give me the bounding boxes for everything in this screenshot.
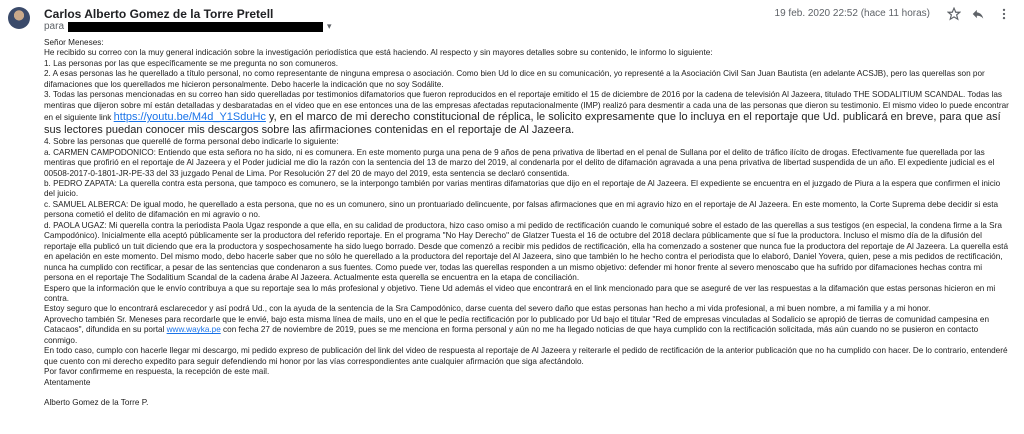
point-1: 1. Las personas por las que específicamente se me pregunta no son comuneros. xyxy=(44,58,339,68)
more-vert-icon[interactable] xyxy=(994,4,1014,24)
closing: Atentamente xyxy=(44,377,91,387)
email-body xyxy=(44,38,1012,409)
point-c: c. SAMUEL ALBERCA: De igual modo, he querellado a esta persona, que no es un comunero, sino un prontuariado delincuente, por falsas afirmaciones que en mi agravio hizo en el reportaje de Al Jazeera. En este momento, la Corte Suprema debe decidir si esta persona cometió el delito de difamación en mi agravio o no. xyxy=(44,199,999,220)
reply-icon[interactable] xyxy=(968,4,988,24)
greeting: Señor Meneses: xyxy=(44,38,104,47)
to-prefix: para xyxy=(44,21,65,32)
recipient-line xyxy=(44,21,332,32)
reminder-text: Aprovecho también Sr. Meneses para recordarle que le envié, bajo esta misma línea de mails, uno en el que le pedía rectificación por lo publicado por Ud bajo el titular "Red de empresas vinculadas al Sodalicio se apropió de tierras de comunidad campesina en Catacaos", difundida en su portal xyxy=(44,314,990,335)
point-a: a. CARMEN CAMPODONICO: Entiendo que esta señora no ha sido, ni es comunera. En este momento purga una pena de 9 años de pena privativa de libertad en el penal de Sullana por el delito de tráfico ilícito de drogas. Efectivamente fue querellada por las mentiras que profirió en el reportaje de Al Jazeera y el Poder judicial me dio la razón con la sentencia del 13 de marzo del 2019, al condenarla por el delito de difamación agravada a una pena privativa de libertad suspendida de un año. El expediente judicial es el 00508-2017-0-1801-JR-PE-33 del 33 juzgado Penal de Lima. Por Resolución 27 del 20 de mayo del 2019, esta sentencia se declaró consentida. xyxy=(44,147,995,178)
point-3-request: y, en el marco de mi derecho constitucional de réplica, le solicito expresamente que lo incluya en el reportaje que Ud. publicará en breve, para que así sus lectores puedan conocer mis descargos sobre las afirmaciones contenidas en el reportaje de Al Jazeera. xyxy=(44,111,1001,137)
sender-avatar[interactable] xyxy=(8,7,30,29)
intro-paragraph: He recibido su correo con la muy general indicación sobre la investigación periodística que está haciendo. Al respecto y sin mayores detalles sobre su contenido, le informo lo siguiente: xyxy=(44,48,713,58)
wayka-link[interactable]: www.wayka.pe xyxy=(166,325,221,335)
details-caret-icon[interactable]: ▾ xyxy=(327,21,332,31)
paragraph-hope: Espero que la información que le envío contribuya a que su reportaje sea lo más profesional y objetivo. Tiene Ud además el video que encontrará en el link mencionado para que se aseguré de ver las respuestas a la difamación que estas personas hicieron en mi contra. xyxy=(44,283,996,303)
point-4: 4. Sobre las personas que querellé de forma personal debo indicarle lo siguiente: xyxy=(44,137,339,147)
star-icon[interactable] xyxy=(944,4,964,24)
point-d: d. PAOLA UGAZ: Mi querella contra la periodista Paola Ugaz responde a que ella, en su calidad de productora, hizo caso omiso a mi pedido de rectificación cuando le comuniqué sobre el estado de las querellas a sus testigos (en especial, la condena firme a la Sra Campodónico). Inicialmente ella aceptó públicamente ser la productora del referido reportaje. En el programa "No Hay Derecho" de Glatzer Tuesta el 16 de octubre del 2018 declara públicamente que sí fue la productora. Incluso el mismo día de la difusión del reportaje ella publicó un tuit diciendo que era la productora y sospechosamente ha sido luego borrado. Desde que comenzó a recibir mis pedidos de rectificación, ella ha comenzado a sostener que nunca fue la productora del reportaje de Al Jazeera. La querella está en apelación en este momento. Del mismo modo, debo hacerle saber que no sólo he querellado a la productora del reportaje del Al Jazeera, sino que también lo he hecho contra el periodista que lo elaboró, Daniel Yovera, quien, pese a mis pedidos de rectificación, nunca ha cumplido con rectificar, a pesar de las sentencias que condenaron a sus fuentes. Como puede ver, todas las querellas responden a un mismo objetivo: defender mi honor frente al severo menoscabo que ha sufrido por difamaciones hechas contra mi persona en el reportaje The Sodalitium Scandal de la cadena árabe Al Jazeera. Actualmente esta querella se encuentra en la etapa de conciliación. xyxy=(44,220,1008,283)
point-3 xyxy=(44,90,1012,137)
paragraph-confirm: Por favor confirmeme en respuesta, la recepción de este mail. xyxy=(44,367,270,377)
email-date: 19 feb. 2020 22:52 (hace 11 horas) xyxy=(774,8,930,19)
sender-name[interactable]: Carlos Alberto Gomez de la Torre Pretell xyxy=(44,7,274,21)
point-2: 2. A esas personas las he querellado a título personal, no como representante de ninguna empresa o asociación. Como bien Ud lo dice en su comunicación, yo representé a la Asociación Civil San Juan Bautista (en adelante ACSJB), pero las querellas son por difamaciones que los querellados me hicieron personalmente. Debo hacerle la indicación que no soy Sodálite. xyxy=(44,69,985,89)
point-3-text: 3. Todas las personas mencionadas en su correo han sido querelladas por testimonios difamatorios que fueron reproducidos en el reportaje emitido el 15 de diciembre de 2016 por la cadena de televisión Al Jazeera, titulado THE SODALITIUM SCANDAL. Todas las mentiras que dijeron sobre mí están detalladas y desbaratadas en el video que en ese entonces una de las empresas afectadas reputacionalmente (IMP) realizó para desmentir a cada una de las personas que dieron su testimonio. El mismo video lo puede encontrar en el siguiente link xyxy=(44,90,1009,123)
point-b: b. PEDRO ZAPATA: La querella contra esta persona, que tampoco es comunero, se la interpongo también por varias mentiras difamatorias que dijo en el reportaje de Al Jazeera. El expediente se encuentra en el juzgado de Piura a la espera que confirmen el inicio del juicio. xyxy=(44,178,1001,199)
signature: Alberto Gomez de la Torre P. xyxy=(44,398,149,408)
reminder-text-end: con fecha 27 de noviembre de 2019, pues se me menciona en forma personal y aún no me ha llegado noticias de que haya cumplido con la rectificación solicitada, más aún cuando no se pusieron en contacto conmigo. xyxy=(44,325,979,345)
paragraph-reminder xyxy=(44,315,1012,346)
video-link[interactable]: https://youtu.be/M4d_Y1SduHc xyxy=(113,111,266,124)
paragraph-compliance: En todo caso, cumplo con hacerle llegar mi descargo, mi pedido expreso de publicación del link del video de respuesta al reportaje de Al Jazeera y reiterarle el pedido de rectificación de la anterior publicación que no ha cumplido con hacer. De lo contrario, entenderé que cuento con mi derecho expedito para seguir defendiendo mi honor por las vías correspondientes ante cualquier afirmación que siga afectándolo. xyxy=(44,346,1008,366)
redacted-recipient xyxy=(68,22,323,32)
paragraph-sure: Estoy seguro que lo encontrará esclarecedor y así podrá Ud., con la ayuda de la sentencia de la Sra Campodónico, darse cuenta del severo daño que estas personas han hecho a mi vida profesional, a mi buen nombre, a mi familia y a mi honor. xyxy=(44,304,931,314)
